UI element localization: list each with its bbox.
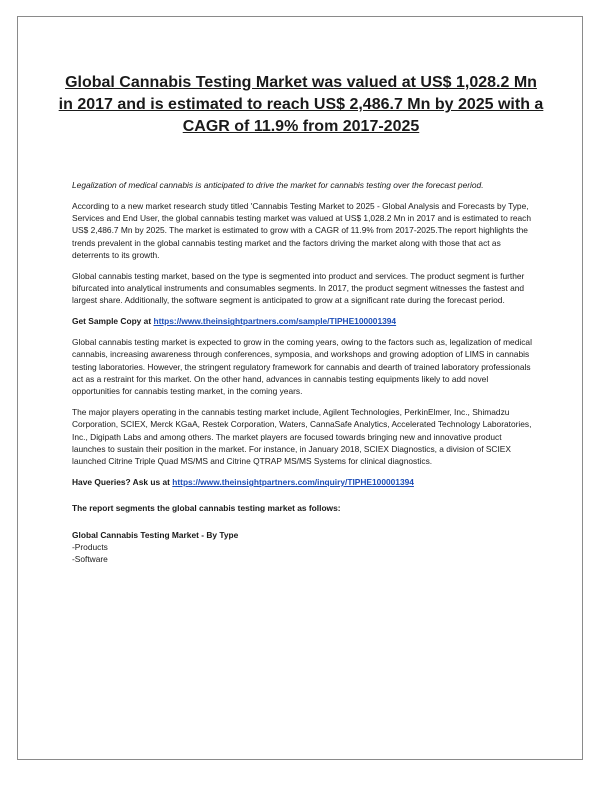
growth-factors-paragraph: Global cannabis testing market is expected to grow in the coming years, owing to the factors such as, legalization of medical cannabis, increasing awareness through conferences, symposia, and workshops and growing adoption of LIMS in cannabis testing laboratories. However, the stringent regulatory framework for cannabis and dearth of trained laboratory professionals act as a restraint for this market. On the other hand, advances in cannabis testing equipments likely to add novel opportunities for cannabis testing market, in the coming years.	[72, 336, 532, 397]
segments-heading: The report segments the global cannabis testing market as follows:	[72, 503, 341, 514]
queries-label: Have Queries? Ask us at	[72, 476, 170, 487]
intro-paragraph: Legalization of medical cannabis is anticipated to drive the market for cannabis testing over the forecast period.	[72, 180, 484, 190]
sample-copy-label: Get Sample Copy at	[72, 316, 152, 327]
list-item: -Products	[72, 541, 108, 552]
queries-link[interactable]: https://www.theinsightpartners.com/inquiry/TIPHE100001394	[172, 476, 414, 487]
sample-copy-line	[72, 315, 532, 327]
sample-copy-link[interactable]: https://www.theinsightpartners.com/sample/TIPHE100001394	[153, 316, 397, 327]
document-body	[72, 179, 532, 565]
page-title: Global Cannabis Testing Market was valued at US$ 1,028.2 Mn in 2017 and is estimated to reach US$ 2,486.7 Mn by 2025 with a CAGR of 11.9% from 2017-2025	[58, 74, 544, 135]
study-paragraph: According to a new market research study titled 'Cannabis Testing Market to 2025 - Global Analysis and Forecasts by Type, Services and End User, the global cannabis testing market was valued at US$ 1,028.2 Mn in 2017 and is estimated to reach US$ 2,486.7 Mn by 2025. The market is estimated to grow with a CAGR of 11.9% from 2017-2025.The report highlights the trends prevalent in the global cannabis testing market and the factors driving the market along with those that act as deterrents to its growth.	[72, 200, 532, 260]
list-item: -Software	[72, 554, 108, 565]
segmentation-paragraph: Global cannabis testing market, based on the type is segmented into product and services. The product segment is further bifurcated into analytical instruments and consumables segments. In 2017, the product segment witnesses the fastest and largest share. Additionally, the software segment is anticipated to grow at a significant rate during the forecast period.	[72, 270, 525, 306]
queries-line	[72, 476, 532, 488]
by-type-heading: Global Cannabis Testing Market - By Type	[72, 529, 239, 540]
document-page	[17, 16, 583, 760]
players-paragraph: The major players operating in the cannabis testing market include, Agilent Technologies, PerkinElmer, Inc., Shimadzu Corporation, SCIEX, Merck KGaA, Restek Corporation, Waters, CannaSafe Analytics, Accelerated Technology Laboratories, Inc., Digipath Labs and among others. The market players are focused towards bringing new and innovative product launches to sustain their position in the market. For instance, in January 2018, SCIEX Diagnostics, a division of SCIEX launched Citrine Triple Quad MS/MS and Citrine QTRAP MS/MS Systems for clinical diagnostics.	[72, 406, 532, 467]
